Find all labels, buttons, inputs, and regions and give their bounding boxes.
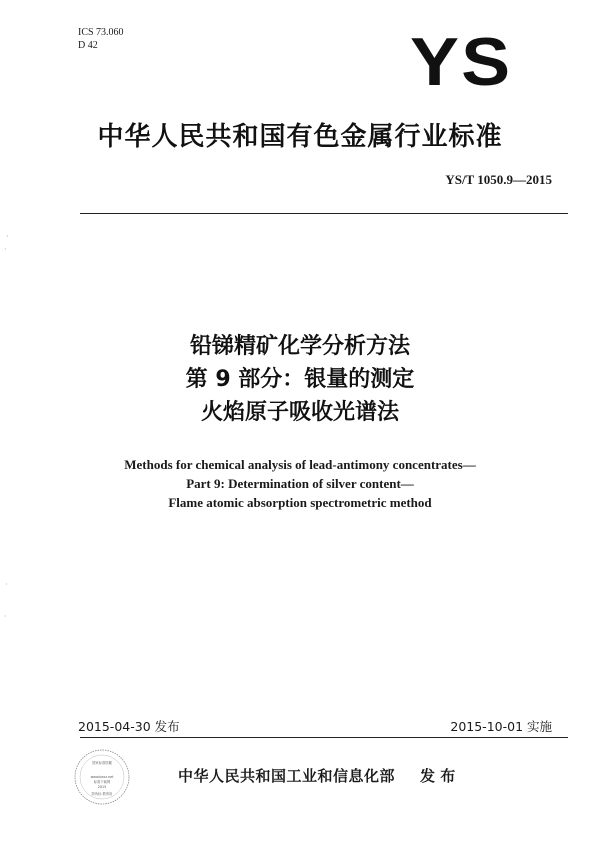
scan-speck: · — [6, 232, 9, 241]
stamp-line-3: 标准下载网 — [93, 780, 111, 784]
classification-codes — [78, 26, 124, 52]
standard-number: YS/T 1050.9—2015 — [445, 172, 552, 187]
stamp-line-2: www.bzxz.net — [90, 775, 114, 779]
anti-counterfeit-stamp — [73, 748, 131, 806]
scan-speck: · — [5, 580, 8, 589]
english-title-line-1: Methods for chemical analysis of lead-antimony concentrates— — [124, 457, 476, 472]
english-title-line-3: Flame atomic absorption spectrometric method — [168, 495, 432, 510]
ys-logo: YS — [410, 24, 513, 100]
ccs-code: D 42 — [78, 40, 98, 51]
scan-speck: · — [4, 612, 7, 621]
chinese-title — [0, 330, 600, 429]
issue-date: 2015-04-30 发布 — [78, 719, 180, 734]
stamp-line-1: 国家标准馆藏 — [92, 761, 112, 765]
bottom-divider — [80, 737, 568, 738]
english-title — [0, 455, 600, 512]
top-divider — [80, 213, 568, 214]
english-title-line-2: Part 9: Determination of silver content— — [186, 476, 414, 491]
chinese-title-line-2: 第 9 部分：银量的测定 — [185, 367, 415, 392]
stamp-line-4: 2015 — [97, 785, 107, 789]
stamp-line-5: 防伪标 教育用 — [91, 792, 113, 796]
implementation-date: 2015-10-01 实施 — [450, 719, 552, 734]
standard-category-title: 中华人民共和国有色金属行业标准 — [97, 122, 503, 152]
issue-verb: 发 布 — [420, 767, 456, 785]
chinese-title-line-3: 火焰原子吸收光谱法 — [200, 400, 399, 425]
ics-code: ICS 73.060 — [78, 27, 124, 38]
issuing-authority: 中华人民共和国工业和信息化部 — [178, 767, 396, 785]
chinese-title-line-1: 铅锑精矿化学分析方法 — [189, 334, 410, 359]
scan-speck: · — [4, 245, 7, 254]
